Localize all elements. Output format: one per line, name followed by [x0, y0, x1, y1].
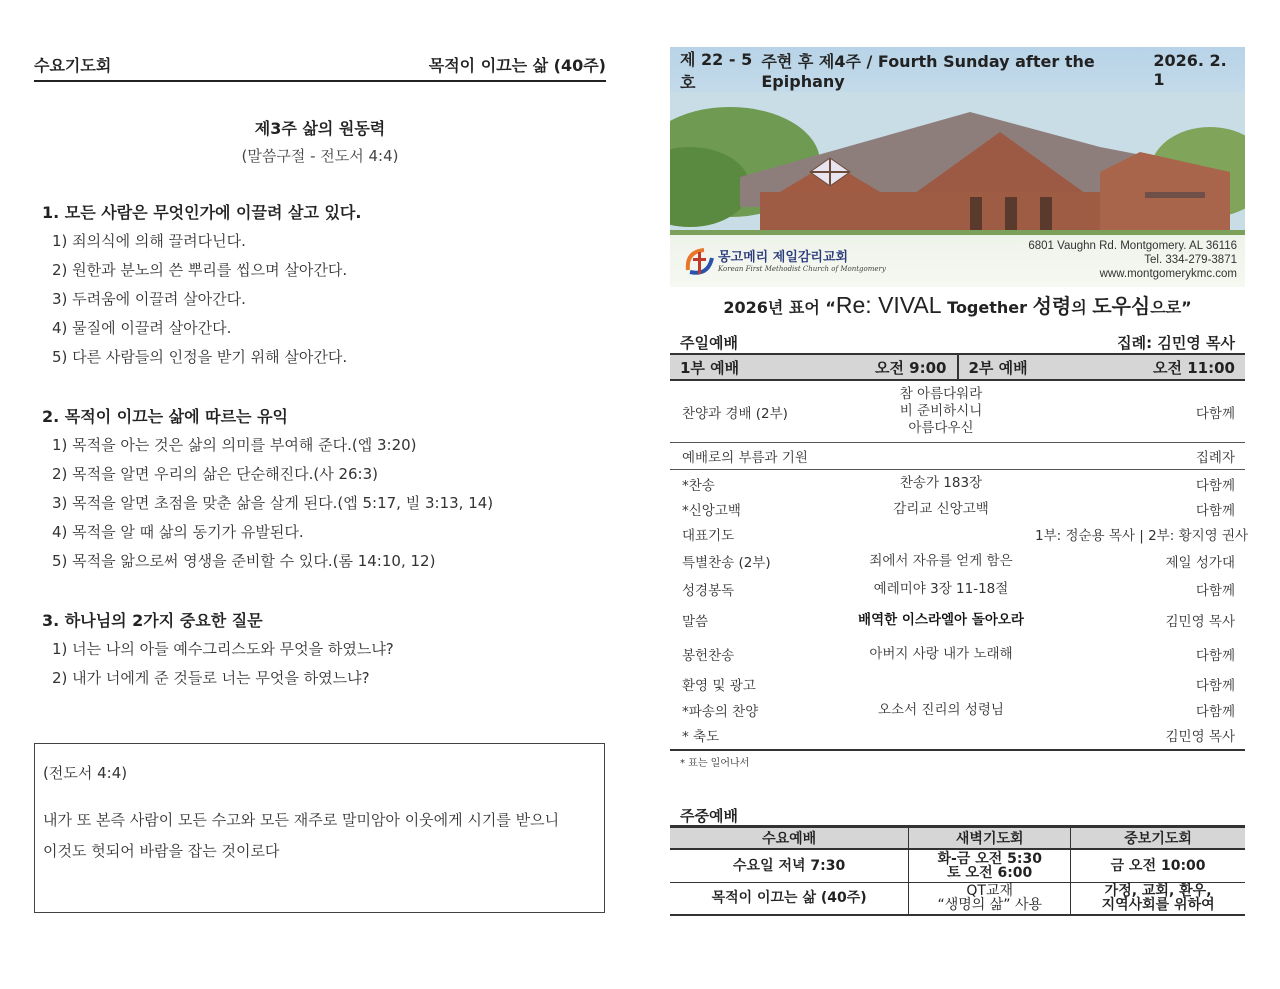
- list-item: 4) 물질에 이끌려 살아간다.: [52, 319, 232, 337]
- wednesday-prayer-page: [34, 50, 606, 860]
- worship-item: 예배로의 부름과 기원: [682, 450, 808, 466]
- list-item: 5) 목적을 앎으로써 영생을 준비할 수 있다.(롬 14:10, 12): [52, 552, 436, 570]
- worship-order-row: [670, 443, 1245, 470]
- order-of-worship: [670, 381, 1249, 747]
- worship-order-row: [670, 470, 1245, 497]
- worship-item: *찬송: [682, 477, 715, 494]
- worship-leader: 김민영 목사: [1165, 614, 1235, 630]
- table-cell: 가정, 교회, 환우, 지역사회를 위하여: [1071, 882, 1245, 915]
- worship-leader: 다함께: [1195, 583, 1235, 599]
- worship-item: 대표기도: [682, 528, 735, 544]
- sunday-service-header: [670, 331, 1245, 353]
- order-divider: [670, 749, 1245, 751]
- verse-reference: (전도서 4:4): [43, 764, 128, 782]
- worship-leader: 김민영 목사: [1165, 729, 1235, 745]
- table-cell: QT교재 “생명의 삶” 사용: [909, 882, 1071, 915]
- motto-suffix: 으로”: [1150, 298, 1192, 317]
- list-item: 2) 내가 너에게 준 것들로 너는 무엇을 하였느냐?: [52, 669, 370, 687]
- sunday-bulletin-page: [670, 47, 1249, 914]
- worship-leader: 1부: 정순용 목사 | 2부: 황지영 권사: [1035, 528, 1249, 544]
- section-2: [42, 402, 602, 576]
- church-name: 몽고메리 제일감리교회: [718, 250, 849, 265]
- motto-help: 도우심: [1092, 294, 1151, 318]
- list-item: 2) 원한과 분노의 쓴 뿌리를 씹으며 살아간다.: [52, 261, 348, 279]
- worship-item: 말씀: [682, 614, 709, 630]
- motto-revival: Re: VIVAL: [835, 292, 942, 318]
- motto-together: Together: [941, 298, 1033, 317]
- table-cell: 금 오전 10:00: [1071, 849, 1245, 882]
- page-header: [34, 50, 606, 82]
- section-3: [42, 606, 602, 693]
- verse-text: 내가 또 본즉 사람이 모든 수고와 모든 재주로 말미암아 이웃에게 시기를 받으니 이것도 헛되어 바람을 잡는 것이로다: [43, 811, 560, 860]
- worship-detail: 감리교 신앙고백: [893, 500, 989, 517]
- church-name-english: Korean First Methodist Church of Montgomery: [718, 265, 886, 273]
- worship-item: 봉헌찬송: [682, 648, 735, 664]
- list-item: 3) 두려움에 이끌려 살아간다.: [52, 290, 246, 308]
- section-1: [42, 198, 602, 372]
- service-times-bar: [670, 353, 1245, 381]
- table-header: 새벽기도회: [909, 827, 1071, 850]
- list-item: 3) 목적을 알면 초점을 맞춘 삶을 살게 된다.(엡 5:17, 빌 3:13, 14): [52, 494, 494, 512]
- motto-particle: 의: [1071, 298, 1093, 317]
- list-item: 1) 죄의식에 의해 끌려다닌다.: [52, 232, 246, 250]
- first-service-time: 오전 9:00: [874, 358, 947, 377]
- worship-order-row: [670, 497, 1245, 521]
- worship-order-row: [670, 547, 1245, 575]
- worship-detail: 참 아름다워라 비 준비하시니 아름다우신: [899, 386, 983, 436]
- worship-item: *파송의 찬양: [682, 704, 759, 720]
- worship-leader: 집례자: [1195, 450, 1235, 466]
- issue-number: 제 22 - 5호: [680, 49, 753, 92]
- worship-order-row: [670, 637, 1245, 671]
- worship-detail: 예레미야 3장 11-18절: [873, 580, 1009, 597]
- motto-prefix: 2026년 표어 “: [723, 298, 836, 317]
- header-series: 목적이 이끄는 삶 (40주): [428, 56, 606, 75]
- second-service-label: 2부 예배: [968, 358, 1028, 377]
- bulletin-banner: [670, 47, 1245, 287]
- church-info-strip: [670, 235, 1245, 287]
- officiant: 집례: 김민영 목사: [1117, 334, 1235, 352]
- worship-item: 환영 및 광고: [682, 678, 756, 694]
- worship-order-row: [670, 671, 1245, 697]
- worship-leader: 다함께: [1195, 704, 1235, 720]
- worship-order-row: [670, 697, 1245, 723]
- verse-box: [34, 743, 605, 913]
- worship-order-row: [670, 381, 1245, 443]
- second-service: [959, 355, 1246, 379]
- worship-leader: 다함께: [1195, 477, 1235, 494]
- worship-item: * 축도: [682, 729, 720, 745]
- church-logo-icon: [682, 244, 718, 280]
- worship-item: 특별찬송 (2부): [682, 555, 771, 571]
- year-motto: [670, 290, 1245, 319]
- section-title: 3. 하나님의 2가지 중요한 질문: [42, 611, 263, 630]
- church-website[interactable]: www.montgomerykmc.com: [1099, 268, 1237, 280]
- church-address: 6801 Vaughn Rd. Montgomery. AL 36116: [1028, 240, 1237, 252]
- church-phone: Tel. 334-279-3871: [1144, 254, 1237, 266]
- church-painting: [670, 92, 1245, 242]
- worship-item: *신앙고백: [682, 503, 741, 519]
- list-item: 4) 목적을 알 때 삶의 동기가 유발된다.: [52, 523, 304, 541]
- table-cell: 목적이 이끄는 삶 (40주): [670, 882, 909, 915]
- table-cell: 화-금 오전 5:30 토 오전 6:00: [909, 849, 1071, 882]
- worship-detail: 오소서 진리의 성령님: [878, 701, 1004, 718]
- first-service-label: 1부 예배: [680, 358, 740, 377]
- first-service: [670, 355, 959, 379]
- motto-spirit: 성령: [1032, 294, 1072, 318]
- church-contact: [1028, 239, 1237, 281]
- table-row: [670, 849, 1245, 882]
- worship-leader: 다함께: [1195, 405, 1235, 422]
- worship-leader: 제일 성가대: [1165, 555, 1235, 571]
- weekday-service-label: 주중예배: [680, 807, 738, 825]
- worship-item: 찬양과 경배 (2부): [682, 405, 788, 422]
- second-service-time: 오전 11:00: [1153, 358, 1235, 377]
- worship-detail: 아버지 사랑 내가 노래해: [869, 645, 1013, 662]
- worship-detail: 배역한 이스라엘아 돌아오라: [858, 611, 1024, 628]
- worship-order-row: [670, 723, 1245, 747]
- worship-order-row: [670, 575, 1245, 603]
- worship-leader: 다함께: [1195, 678, 1235, 694]
- table-header: 수요예배: [670, 827, 909, 850]
- worship-detail: 찬송가 183장: [899, 475, 983, 491]
- liturgical-week: 주현 후 제4주 / Fourth Sunday after the Epiphany: [761, 51, 1095, 91]
- worship-leader: 다함께: [1195, 648, 1235, 664]
- worship-item: 성경봉독: [682, 583, 735, 599]
- sunday-service-label: 주일예배: [680, 334, 738, 352]
- lesson-title: 제3주 삶의 원동력: [254, 119, 386, 138]
- issue-bar: [670, 47, 1245, 92]
- lesson-scripture: (말씀구절 - 전도서 4:4): [241, 147, 399, 165]
- table-header: 중보기도회: [1071, 827, 1245, 850]
- list-item: 1) 목적을 아는 것은 삶의 의미를 부여해 준다.(엡 3:20): [52, 436, 417, 454]
- worship-order-row: [670, 603, 1245, 637]
- table-cell: 수요일 저녁 7:30: [670, 849, 909, 882]
- weekday-service-table: [670, 825, 1245, 916]
- worship-leader: 다함께: [1195, 503, 1235, 519]
- bulletin-date: 2026. 2. 1: [1153, 50, 1227, 89]
- standing-footnote: * 표는 일어나서: [680, 758, 750, 769]
- list-item: 5) 다른 사람들의 인정을 받기 위해 살아간다.: [52, 348, 348, 366]
- list-item: 1) 너는 나의 아들 예수그리스도와 무엇을 하였느냐?: [52, 640, 394, 658]
- worship-order-row: [670, 521, 1249, 547]
- section-title: 2. 목적이 이끄는 삶에 따르는 유익: [42, 407, 288, 426]
- list-item: 2) 목적을 알면 우리의 삶은 단순해진다.(사 26:3): [52, 465, 379, 483]
- worship-detail: 죄에서 자유를 얻게 함은: [869, 552, 1013, 569]
- header-title: 수요기도회: [34, 56, 112, 75]
- section-title: 1. 모든 사람은 무엇인가에 이끌려 살고 있다.: [42, 203, 362, 222]
- table-row: [670, 882, 1245, 915]
